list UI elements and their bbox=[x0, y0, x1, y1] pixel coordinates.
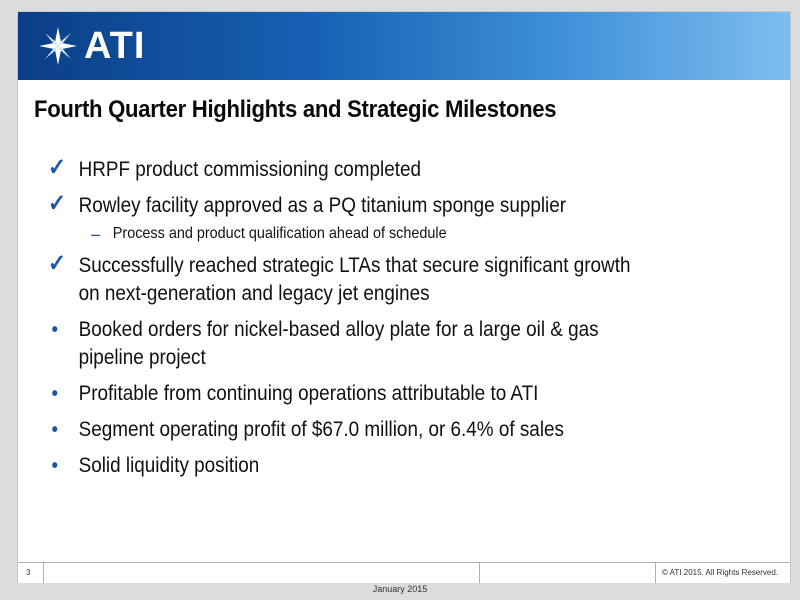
bullet-icon: • bbox=[51, 319, 58, 341]
list-item-text-line1: Booked orders for nickel-based alloy plate for a large oil & gas bbox=[78, 318, 599, 341]
footer-blank-cell bbox=[480, 563, 656, 583]
list-item bbox=[48, 316, 799, 372]
copyright: © ATI 2015. All Rights Reserved. bbox=[662, 568, 779, 577]
highlights-list bbox=[48, 156, 768, 488]
list-item bbox=[48, 416, 799, 444]
list-item bbox=[48, 380, 799, 408]
page-number: 3 bbox=[18, 563, 44, 583]
dash-icon: – bbox=[91, 224, 101, 244]
bullet-icon: • bbox=[51, 419, 58, 441]
star-logo-icon bbox=[38, 26, 78, 66]
checkmark-icon: ✓ bbox=[48, 250, 67, 277]
list-item bbox=[48, 452, 799, 480]
list-item-text: Segment operating profit of $67.0 million, or 6.4% of sales bbox=[78, 418, 564, 441]
list-item-text: HRPF product commissioning completed bbox=[78, 158, 422, 181]
list-item-text: Rowley facility approved as a PQ titanium sponge supplier bbox=[78, 194, 567, 217]
sub-list-item bbox=[48, 224, 800, 244]
bullet-icon: • bbox=[51, 455, 58, 477]
footer-blank-cell bbox=[44, 563, 480, 583]
checkmark-icon: ✓ bbox=[48, 190, 67, 217]
sub-list-item-text: Process and product qualification ahead of schedule bbox=[112, 225, 447, 242]
logo-text: ATI bbox=[84, 25, 146, 67]
list-item bbox=[48, 156, 799, 184]
list-item-text: Profitable from continuing operations attributable to ATI bbox=[78, 382, 539, 405]
slide bbox=[18, 12, 790, 582]
list-item bbox=[48, 192, 799, 220]
footer-date: January 2015 bbox=[372, 584, 428, 594]
list-item bbox=[48, 252, 799, 308]
list-item-text-line2: pipeline project bbox=[78, 346, 206, 369]
list-item-text-line1: Successfully reached strategic LTAs that secure significant growth bbox=[78, 254, 631, 277]
ati-logo bbox=[38, 24, 145, 68]
checkmark-icon: ✓ bbox=[48, 154, 67, 181]
header-banner bbox=[18, 12, 790, 80]
list-item-text-line2: on next-generation and legacy jet engines bbox=[78, 282, 430, 305]
list-item-text: Solid liquidity position bbox=[78, 454, 260, 477]
bullet-icon: • bbox=[51, 383, 58, 405]
slide-footer bbox=[18, 562, 790, 583]
slide-title: Fourth Quarter Highlights and Strategic Milestones bbox=[34, 96, 557, 123]
